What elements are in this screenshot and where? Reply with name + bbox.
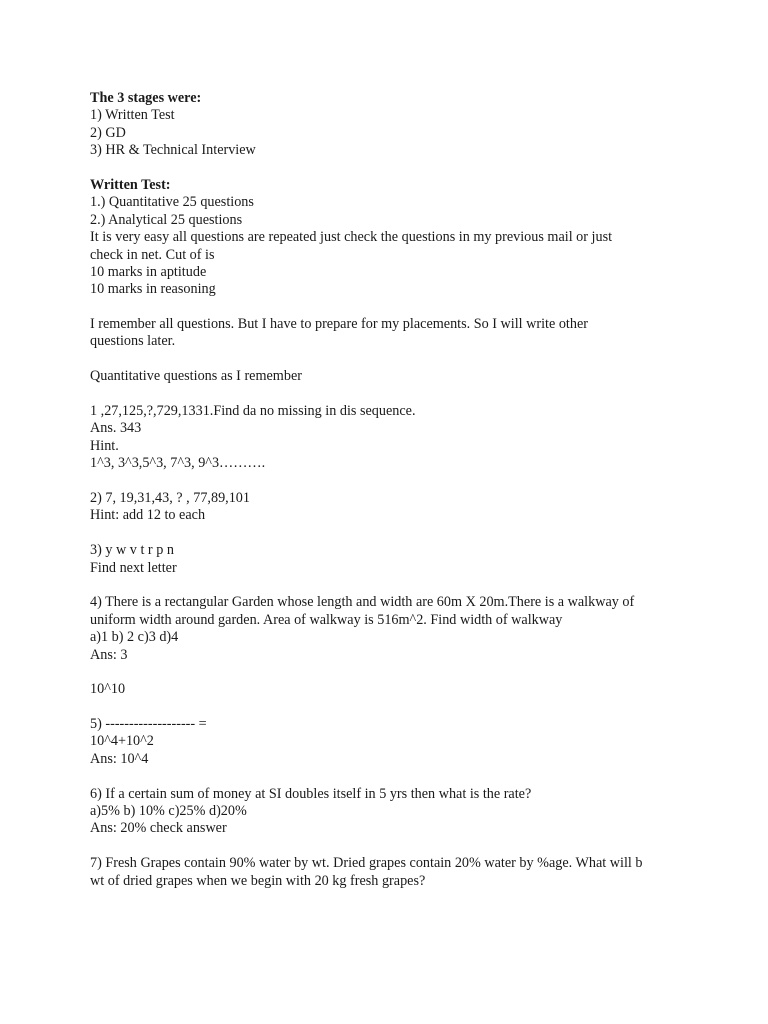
text-line: I remember all questions. But I have to prepare for my placements. So I will write other <box>90 316 588 333</box>
blank-line <box>90 577 730 594</box>
text-line: wt of dried grapes when we begin with 20 kg fresh grapes? <box>90 872 426 889</box>
text-line: Ans: 10^4 <box>90 750 149 767</box>
text-line: Ans. 343 <box>90 420 142 437</box>
text-line: 10^10 <box>90 681 126 698</box>
blank-line <box>90 838 730 855</box>
text-line: a)5% b) 10% c)25% d)20% <box>90 803 247 820</box>
text-line: 10^4+10^2 <box>90 733 154 750</box>
text-line: 7) Fresh Grapes contain 90% water by wt. Dried grapes contain 20% water by %age. What will b <box>90 855 643 872</box>
text-line: Hint. <box>90 437 119 454</box>
text-line: 5) ------------------- = <box>90 716 207 733</box>
text-line: 10 marks in reasoning <box>90 281 216 298</box>
text-line: It is very easy all questions are repeated just check the questions in my previous mail or just <box>90 229 613 246</box>
document-page <box>90 90 730 890</box>
text-line: check in net. Cut of is <box>90 246 215 263</box>
text-line: 1 ,27,125,?,729,1331.Find da no missing in dis sequence. <box>90 403 416 420</box>
text-line: 6) If a certain sum of money at SI doubles itself in 5 yrs then what is the rate? <box>90 785 532 802</box>
text-line: 10 marks in aptitude <box>90 263 207 280</box>
blank-line <box>90 525 730 542</box>
text-line: 3) y w v t r p n <box>90 542 174 559</box>
text-line: 4) There is a rectangular Garden whose length and width are 60m X 20m.There is a walkway of <box>90 594 635 611</box>
text-line: 2.) Analytical 25 questions <box>90 211 243 228</box>
text-line: Hint: add 12 to each <box>90 507 206 524</box>
text-line: 2) GD <box>90 124 126 141</box>
blank-line <box>90 473 730 490</box>
blank-line <box>90 351 730 368</box>
blank-line <box>90 664 730 681</box>
text-line: Quantitative questions as I remember <box>90 368 302 385</box>
text-line: 3) HR & Technical Interview <box>90 142 256 159</box>
text-line: 1.) Quantitative 25 questions <box>90 194 254 211</box>
text-line: 1^3, 3^3,5^3, 7^3, 9^3………. <box>90 455 266 472</box>
text-line: Ans: 3 <box>90 646 128 663</box>
blank-line <box>90 299 730 316</box>
text-line: 1) Written Test <box>90 107 175 124</box>
text-line: questions later. <box>90 333 176 350</box>
blank-line <box>90 699 730 716</box>
text-line: Find next letter <box>90 559 177 576</box>
section-heading: Written Test: <box>90 176 171 193</box>
blank-line <box>90 386 730 403</box>
text-line: 2) 7, 19,31,43, ? , 77,89,101 <box>90 489 250 506</box>
blank-line <box>90 768 730 785</box>
blank-line <box>90 160 730 177</box>
text-line: a)1 b) 2 c)3 d)4 <box>90 629 179 646</box>
text-line: uniform width around garden. Area of walkway is 516m^2. Find width of walkway <box>90 611 563 628</box>
text-line: Ans: 20% check answer <box>90 820 227 837</box>
section-heading: The 3 stages were: <box>90 90 202 106</box>
